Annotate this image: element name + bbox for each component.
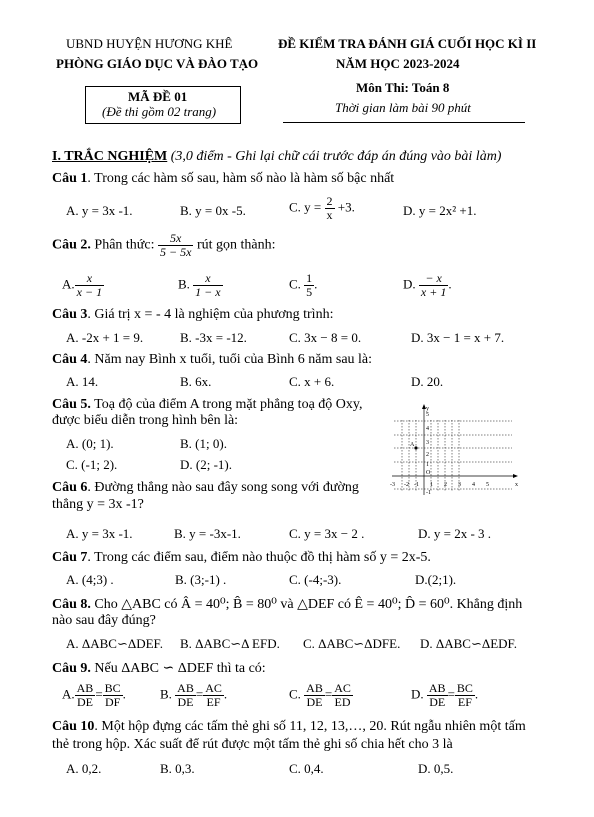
exam-pages: (Đề thi gồm 02 trang): [102, 104, 217, 119]
question-5: [52, 397, 363, 413]
x-tick-label: 2: [444, 482, 447, 488]
question-10-line2: thẻ trong hộp. Xác suất để rút được một tấm thẻ ghi số chia hết cho 3 là: [52, 737, 453, 752]
q1-option-c: [289, 195, 355, 222]
question-text: . Đường thẳng nào sau đây song song với đường: [87, 480, 359, 495]
header-right-line2: NĂM HỌC 2023-2024: [336, 56, 460, 71]
q5-option-c: C. (-1; 2).: [66, 457, 118, 472]
q9-option-a: A. $\frac{AB}{DE}$ = $\frac{BC}{DF}$ .: [62, 681, 126, 709]
q7-option-b: B. (3;-1) .: [175, 572, 227, 587]
question-text: . Trong các điểm sau, điểm nào thuộc đồ thị hàm số y = 2x-5.: [87, 550, 431, 565]
question-text: Toạ độ của điểm A trong mặt phẳng toạ độ Oxy,: [90, 397, 363, 412]
question-text: . Năm nay Bình x tuổi, tuổi của Bình 6 năm sau là:: [87, 352, 373, 367]
exam-code: MÃ ĐỀ 01: [128, 89, 188, 104]
question-6-line2: thẳng y = 3x -1?: [52, 497, 144, 512]
q8-option-d: D. ΔABC∽ΔEDF.: [420, 636, 517, 651]
q6-option-c: C. y = 3x − 2 .: [289, 526, 365, 541]
y-tick-label: 4: [426, 426, 429, 432]
q9-option-d: D. $\frac{AB}{DE}$ = $\frac{BC}{EF}$ .: [411, 681, 479, 709]
question-8-line2: nào sau đây đúng?: [52, 613, 156, 628]
x-tick-label: -3: [390, 482, 395, 488]
question-7: [52, 550, 431, 566]
q5-option-a: A. (0; 1).: [66, 436, 114, 451]
q6-option-d: D. y = 2x - 3 .: [418, 526, 492, 541]
q2-option-b: B. $\frac{x}{1 - x}$: [178, 271, 221, 299]
y-tick-label: 3: [426, 440, 429, 446]
question-2: [52, 232, 275, 259]
q9-option-c: C. $\frac{AB}{DE}$ = $\frac{AC}{ED}$: [289, 681, 351, 709]
q3-option-c: C. 3x − 8 = 0.: [289, 330, 362, 345]
y-tick-label: 1: [426, 462, 429, 468]
q3-option-a: A. -2x + 1 = 9.: [66, 330, 144, 345]
question-10: [52, 719, 526, 735]
header-left-line1: UBND HUYỆN HƯƠNG KHÊ: [66, 36, 233, 51]
question-text: Nếu ΔABC ∽ ΔDEF thì ta có:: [90, 661, 266, 676]
y-tick-label: -1: [426, 490, 431, 496]
section-title: I. TRẮC NGHIỆM: [52, 149, 168, 164]
question-8: [52, 596, 522, 613]
x-axis-arrow: [513, 474, 518, 478]
q7-option-d: D.(2;1).: [415, 572, 457, 587]
q9-option-b: B. $\frac{AB}{DE}$ = $\frac{AC}{EF}$ .: [160, 681, 228, 709]
q3-option-d: D. 3x − 1 = x + 7.: [411, 330, 505, 345]
question-label: Câu 7: [52, 550, 88, 565]
q8-option-c: C. ΔABC∽ΔDFE.: [303, 636, 401, 651]
q4-option-c: C. x + 6.: [289, 374, 335, 389]
section-heading: [52, 149, 501, 165]
exam-subject: Môn Thi: Toán 8: [356, 80, 450, 95]
y-axis-label: y: [426, 406, 429, 412]
q1-c-prefix: C. y =: [289, 199, 322, 215]
q2-option-c: C. $\frac{1}{5}$ .: [289, 271, 318, 299]
question-label: Câu 10: [52, 719, 95, 734]
origin-label: O: [426, 470, 431, 476]
y-tick-label: 2: [426, 452, 429, 458]
header-right-line1: ĐỀ KIỂM TRA ĐÁNH GIÁ CUỐI HỌC KÌ II: [278, 36, 537, 51]
question-text: . Một hộp đựng các tấm thẻ ghi số 11, 12, 13,…, 20. Rút ngẫu nhiên một tấm: [94, 719, 526, 734]
q1-c-fraction: $\frac{2}{x}$: [326, 194, 333, 222]
question-5-line2: được biểu diễn trong hình bên là:: [52, 413, 239, 428]
q1-c-suffix: +3.: [337, 199, 355, 215]
coordinate-graph: [388, 400, 524, 500]
q5-option-d: D. (2; -1).: [180, 457, 232, 472]
question-tail: rút gọn thành:: [196, 237, 276, 253]
question-label: Câu 2.: [52, 237, 91, 253]
point-a-marker: [414, 446, 417, 449]
question-text: Phân thức:: [94, 237, 155, 253]
question-3: [52, 307, 333, 323]
question-label: Câu 5.: [52, 397, 91, 412]
q2-option-a: A. $\frac{x}{x - 1}$: [62, 271, 103, 299]
q8-option-b: B. ΔABC∽Δ EFD.: [180, 636, 280, 651]
q10-option-c: C. 0,4.: [289, 761, 324, 776]
question-6: [52, 480, 359, 496]
section-note: (3,0 điểm - Ghi lại chữ cái trước đáp án đúng vào bài làm): [170, 149, 502, 164]
exam-time: Thời gian làm bài 90 phút: [335, 100, 471, 115]
question-label: Câu 6: [52, 480, 88, 495]
q7-option-c: C. (-4;-3).: [289, 572, 342, 587]
x-tick-label: -1: [414, 482, 419, 488]
q4-option-d: D. 20.: [411, 374, 444, 389]
question-label: Câu 9.: [52, 661, 91, 676]
q1-option-d: D. y = 2x² +1.: [403, 203, 477, 218]
q10-option-d: D. 0,5.: [418, 761, 454, 776]
time-underline: [283, 122, 525, 123]
question-1: [52, 171, 394, 187]
question-label: Câu 8.: [52, 597, 91, 612]
question-label: Câu 3: [52, 307, 88, 322]
question-label: Câu 1: [52, 171, 88, 186]
x-axis-label: x: [515, 482, 518, 488]
x-tick-label: 3: [458, 482, 461, 488]
question-text: . Trong các hàm số sau, hàm số nào là hàm số bậc nhất: [87, 171, 395, 186]
question-label: Câu 4: [52, 352, 88, 367]
question-4: [52, 352, 372, 368]
question-text: . Giá trị x = - 4 là nghiệm của phương trình:: [87, 307, 334, 322]
q3-option-b: B. -3x = -12.: [180, 330, 247, 345]
q8-option-a: A. ΔABC∽ΔDEF.: [66, 636, 163, 651]
x-tick-label: 4: [472, 482, 475, 488]
q10-option-a: A. 0,2.: [66, 761, 102, 776]
q7-option-a: A. (4;3) .: [66, 572, 114, 587]
q1-option-b: B. y = 0x -5.: [180, 203, 246, 218]
q4-option-b: B. 6x.: [180, 374, 212, 389]
q10-option-b: B. 0,3.: [160, 761, 195, 776]
x-tick-label: 1: [430, 482, 433, 488]
question-9: [52, 660, 266, 677]
q1-option-a: A. y = 3x -1.: [66, 203, 133, 218]
y-tick-label: 5: [426, 412, 429, 418]
q4-option-a: A. 14.: [66, 374, 99, 389]
q2-fraction: $\frac{5x}{5 - 5x}$: [160, 231, 192, 259]
question-text: Cho △ABC có Â = 40⁰; B̂ = 80⁰ và △DEF có Ê = 40⁰; D̂ = 60⁰. Khẳng định: [90, 597, 523, 612]
header-left-line2: PHÒNG GIÁO DỤC VÀ ĐÀO TẠO: [56, 56, 259, 71]
point-a-label: A: [410, 442, 415, 448]
x-tick-label: 5: [486, 482, 489, 488]
q6-option-a: A. y = 3x -1.: [66, 526, 133, 541]
q5-option-b: B. (1; 0).: [180, 436, 227, 451]
q6-option-b: B. y = -3x-1.: [174, 526, 241, 541]
q2-option-d: D. $\frac{- x}{x + 1}$ .: [403, 271, 452, 299]
x-tick-label: -2: [404, 482, 409, 488]
